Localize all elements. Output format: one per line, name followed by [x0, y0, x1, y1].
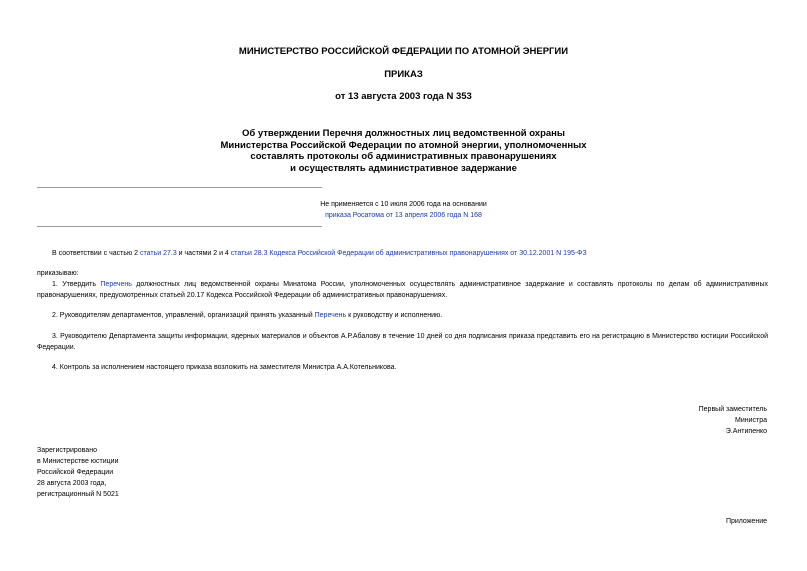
appendix-label: Приложение	[725, 518, 767, 525]
registration-block	[37, 445, 119, 500]
title-line-1: Об утверждении Перечня должностных лиц ведомственной охраны	[241, 128, 566, 139]
order-word: приказываю:	[37, 270, 79, 277]
item-2-prefix: 2. Руководителям департаментов, управлений, организаций принять указанный	[52, 312, 315, 319]
article-28-3-link[interactable]: статьи 28.3 Кодекса Российской Федерации об административных правонарушениях от 30.12.2001 N 195-ФЗ	[230, 250, 587, 257]
ministry-heading: МИНИСТЕРСТВО РОССИЙСКОЙ ФЕДЕРАЦИИ ПО АТОМНОЙ ЭНЕРГИИ	[238, 46, 569, 57]
signature-line-3: Э.Антипенко	[725, 428, 767, 435]
item-1-prefix: 1. Утвердить	[52, 281, 101, 288]
document-date-number: от 13 августа 2003 года N 353	[335, 91, 472, 102]
divider-top	[37, 187, 322, 188]
document-type: ПРИКАЗ	[384, 69, 423, 80]
registration-line-4: 28 августа 2003 года,	[37, 480, 107, 487]
registration-line-1: Зарегистрировано	[37, 447, 97, 454]
item-1-text: должностных лиц ведомственной охраны Минатома России, уполномоченных осуществлять административное задержание и составлять протоколы по делам об административных правонарушениях, предусмотренных статьей 20.17 Кодекса Российской Федерации об административных правонарушениях.	[37, 281, 768, 299]
signature-block	[699, 404, 767, 437]
perechen-link-2[interactable]: Перечень	[314, 312, 347, 319]
preamble-text-1: В соответствии с частью 2	[52, 250, 141, 257]
status-note-text: Не применяется с 10 июля 2006 года на основании	[320, 201, 487, 208]
title-line-3: составлять протоколы об административных правонарушениях	[250, 151, 557, 162]
status-note	[0, 199, 807, 221]
item-2-suffix: к руководству и исполнению.	[346, 312, 443, 319]
registration-line-3: Российской Федерации	[37, 469, 114, 476]
status-note-link[interactable]: приказа Росатома от 13 апреля 2006 года N 168	[325, 212, 482, 219]
preamble-paragraph	[52, 248, 772, 259]
item-4: 4. Контроль за исполнением настоящего приказа возложить на заместителя Министра А.А.Котельникова.	[52, 364, 397, 371]
item-1	[37, 279, 768, 301]
item-3: 3. Руководителю Департамента защиты информации, ядерных материалов и объектов А.Р.Абалову в течение 10 дней со дня подписания приказа представить его на регистрацию в Министерство юстиции Российской Федерации.	[37, 333, 768, 351]
signature-line-2: Министра	[734, 417, 767, 424]
item-2	[52, 310, 768, 321]
preamble-text-2: и частями 2 и 4	[176, 250, 231, 257]
title-line-2: Министерства Российской Федерации по атомной энергии, уполномоченных	[220, 139, 587, 151]
document-title	[0, 128, 807, 174]
registration-line-5: регистрационный N 5021	[37, 491, 119, 498]
registration-line-2: в Министерстве юстиции	[37, 458, 119, 465]
divider-bottom	[37, 226, 322, 227]
signature-line-1: Первый заместитель	[698, 406, 767, 413]
article-27-3-link[interactable]: статьи 27.3	[140, 250, 177, 257]
title-line-4: и осуществлять административное задержание	[290, 162, 517, 174]
perechen-link-1[interactable]: Перечень	[100, 281, 132, 288]
